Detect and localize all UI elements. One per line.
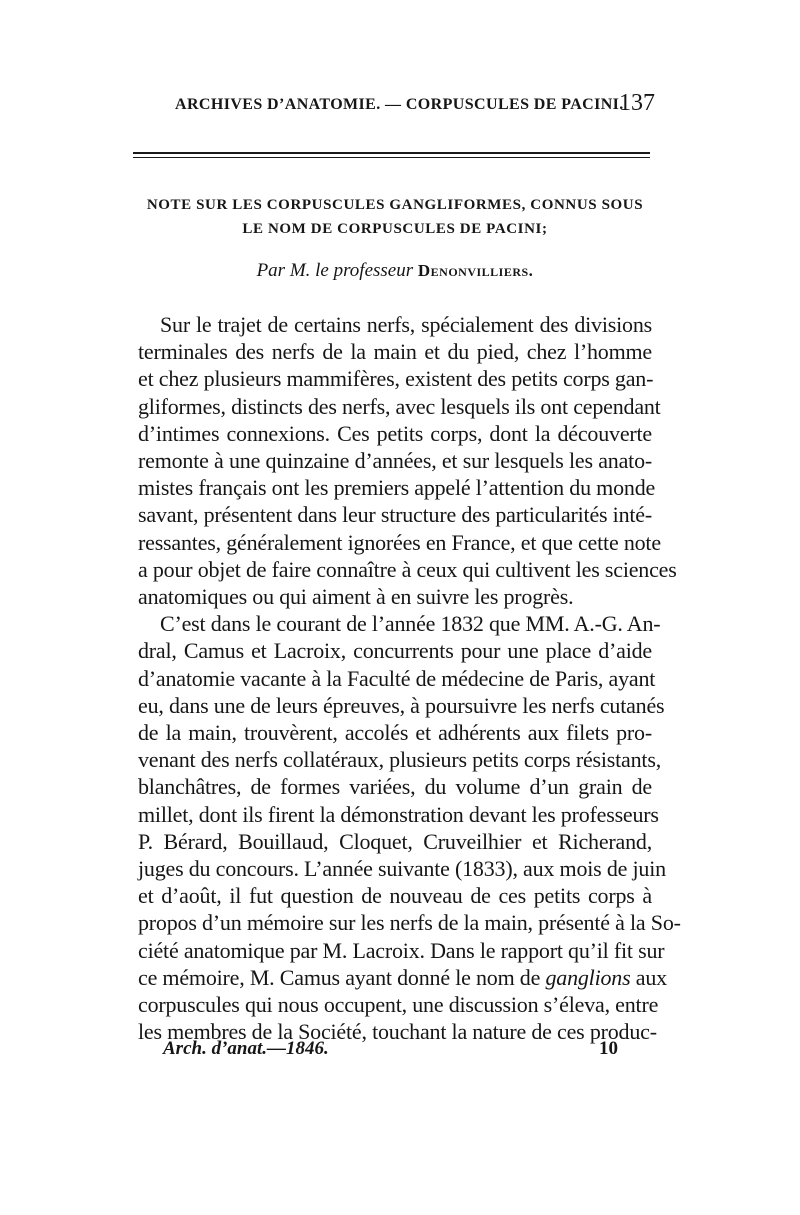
- text-line: d’intimes connexions. Ces petits corps, dont la découverte: [138, 420, 652, 446]
- paragraph-1: [138, 311, 677, 610]
- text-line: et chez plusieurs mammifères, existent des petits corps gan-: [138, 366, 654, 392]
- text-line: blanchâtres, de formes variées, du volume d’un grain de: [138, 774, 652, 800]
- text-line: d’anatomie vacante à la Faculté de médecine de Paris, ayant: [138, 665, 656, 691]
- text-line: savant, présentent dans leur structure des particularités inté-: [138, 502, 652, 528]
- text-fragment: ce mémoire, M. Camus ayant donné le nom de: [138, 964, 541, 990]
- header-rule-thick: [133, 152, 650, 154]
- paragraph-2: [138, 610, 681, 1045]
- text-line: corpuscules qui nous occupent, une discussion s’éleva, entre: [138, 992, 659, 1018]
- text-line: de la main, trouvèrent, accolés et adhérents aux filets pro-: [138, 720, 652, 746]
- text-line: mistes français ont les premiers appelé l’attention du monde: [138, 475, 656, 501]
- running-head-title: ARCHIVES D’ANATOMIE. — CORPUSCULES DE PACINI.: [175, 96, 624, 113]
- text-line: terminales des nerfs de la main et du pied, chez l’homme: [138, 339, 652, 365]
- text-line: venant des nerfs collatéraux, plusieurs petits corps résistants,: [138, 747, 661, 773]
- text-line: remonte à une quinzaine d’années, et sur lesquels les anato-: [138, 448, 652, 474]
- text-line: juges du concours. L’année suivante (1833), aux mois de juin: [138, 856, 666, 882]
- text-line: propos d’un mémoire sur les nerfs de la main, présenté à la So-: [138, 910, 681, 936]
- byline: [140, 260, 650, 282]
- body-text: [138, 311, 681, 1045]
- text-line: Sur le trajet de certains nerfs, spécialement des divisions: [160, 312, 652, 337]
- text-line: et d’août, il fut question de nouveau de ces petits corps à: [138, 883, 652, 909]
- text-line: P. Bérard, Bouillaud, Cloquet, Cruveilhier et Richerand,: [138, 828, 652, 854]
- text-line: gliformes, distincts des nerfs, avec lesquels ils ont cependant: [138, 393, 661, 419]
- page-number: 137: [619, 90, 655, 116]
- byline-author: Denonvilliers.: [417, 261, 534, 280]
- running-head: [175, 90, 655, 116]
- signature-mark: Arch. d’anat.—1846.: [163, 1038, 329, 1059]
- article-title-line: LE NOM DE CORPUSCULES DE PACINI;: [242, 221, 548, 237]
- header-rule-thin: [133, 157, 650, 158]
- text-line: ressantes, généralement ignorées en France, et que cette note: [138, 529, 661, 555]
- text-fragment: aux: [635, 964, 667, 990]
- article-title: [140, 193, 650, 241]
- text-line: eu, dans une de leurs épreuves, à poursuivre les nerfs cutanés: [138, 692, 665, 718]
- text-line: ciété anatomique par M. Lacroix. Dans le rapport qu’il fit sur: [138, 937, 665, 963]
- text-line: C’est dans le courant de l’année 1832 que MM. A.-G. An-: [160, 611, 661, 637]
- text-line: a pour objet de faire connaître à ceux qui cultivent les sciences: [138, 556, 677, 582]
- signature-number: 10: [599, 1038, 618, 1059]
- text-line: [138, 964, 667, 991]
- signature-line: [163, 1038, 623, 1060]
- text-line: dral, Camus et Lacroix, concurrents pour une place d’aide: [138, 638, 652, 664]
- text-line: millet, dont ils firent la démonstration devant les professeurs: [138, 801, 659, 827]
- text-line: anatomiques ou qui aiment à en suivre les progrès.: [138, 584, 574, 610]
- article-title-line: NOTE SUR LES CORPUSCULES GANGLIFORMES, CONNUS SOUS: [146, 197, 644, 213]
- byline-prefix: Par M. le professeur: [256, 260, 414, 281]
- italic-term: ganglions: [545, 964, 631, 990]
- text-line: les membres de la Société, touchant la nature de ces produc-: [138, 1019, 657, 1045]
